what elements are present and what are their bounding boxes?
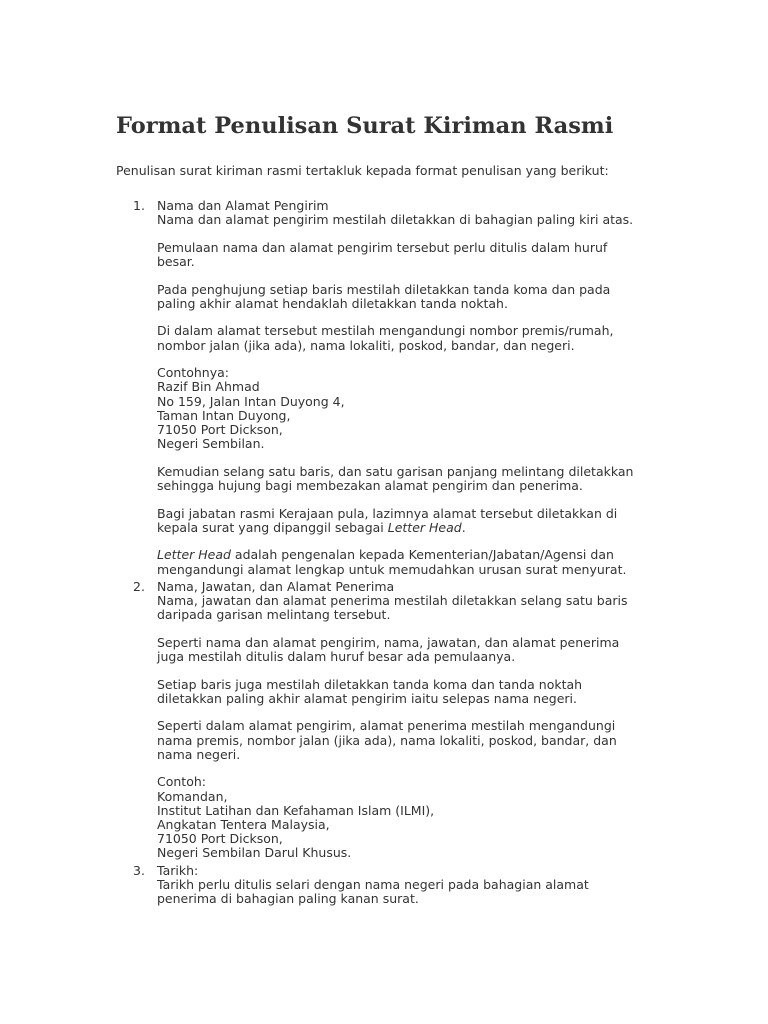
paragraph-line	[157, 548, 677, 562]
text-run: adalah pengenalan kepada Kementerian/Jabatan/Agensi dan	[230, 547, 614, 563]
paragraph-line: nama negeri.	[157, 746, 241, 762]
paragraph-line: Nama dan alamat pengirim mestilah diletakkan di bahagian paling kiri atas.	[157, 212, 634, 228]
example-address-line: Razif Bin Ahmad	[157, 379, 260, 395]
list-item-recipient	[133, 578, 677, 861]
paragraph-line: Seperti dalam alamat pengirim, alamat penerima mestilah mengandungi	[157, 718, 616, 734]
example-label: Contohnya:	[157, 365, 229, 381]
list-item-sender	[133, 198, 677, 577]
example-address-line: No 159, Jalan Intan Duyong 4,	[157, 393, 345, 409]
example-address-line: Angkatan Tentera Malaysia,	[157, 817, 330, 832]
example-address-line: Komandan,	[157, 788, 228, 804]
paragraph-line: Setiap baris juga mestilah diletakkan tanda koma dan tanda noktah	[157, 676, 583, 692]
text-run: .	[461, 519, 466, 535]
paragraph-line: nama premis, nombor jalan (jika ada), nama lokaliti, poskod, bandar, dan	[157, 732, 617, 748]
paragraph-line: daripada garisan melintang tersebut.	[157, 607, 391, 623]
paragraph-line: Nama, jawatan dan alamat penerima mestilah diletakkan selang satu baris	[157, 593, 628, 608]
list-number: 1.	[133, 198, 145, 213]
italic-term: Letter Head	[157, 547, 231, 563]
paragraph-line: mengandungi alamat lengkap untuk memudahkan urusan surat menyurat.	[157, 561, 627, 577]
paragraph-line: besar.	[157, 254, 195, 269]
example-address-line: 71050 Port Dickson,	[157, 422, 283, 437]
item-heading: Tarikh:	[157, 862, 199, 878]
example-address-line: 71050 Port Dickson,	[157, 831, 283, 847]
text-run: kepala surat yang dipanggil sebagai	[157, 519, 388, 535]
example-label: Contoh:	[157, 774, 206, 790]
paragraph-line: Pemulaan nama dan alamat pengirim tersebut perlu ditulis dalam huruf	[157, 239, 608, 255]
example-address-line: Negeri Sembilan Darul Khusus.	[157, 845, 352, 861]
list-number: 3.	[133, 862, 145, 878]
paragraph-line: paling akhir alamat hendaklah diletakkan tanda noktah.	[157, 295, 508, 311]
paragraph-line: diletakkan paling akhir alamat pengirim iaitu selepas nama negeri.	[157, 690, 578, 706]
paragraph-line: Pada penghujung setiap baris mestilah diletakkan tanda koma dan pada	[157, 281, 611, 297]
list-item-date	[133, 862, 677, 907]
item-heading: Nama, Jawatan, dan Alamat Penerima	[157, 578, 395, 594]
paragraph-line: juga mestilah ditulis dalam huruf besar ada pemulaanya.	[157, 649, 516, 664]
paragraph-line	[157, 521, 677, 535]
example-address-line: Taman Intan Duyong,	[157, 407, 291, 423]
example-address-line: Negeri Sembilan.	[157, 436, 265, 452]
paragraph-line: Di dalam alamat tersebut mestilah mengandungi nombor premis/rumah,	[157, 323, 614, 339]
format-list	[133, 198, 677, 907]
paragraph-line: Seperti nama dan alamat pengirim, nama, jawatan, dan alamat penerima	[157, 634, 620, 650]
paragraph-line: nombor jalan (jika ada), nama lokaliti, poskod, bandar, dan negeri.	[157, 337, 575, 353]
paragraph-line: Tarikh perlu ditulis selari dengan nama negeri pada bahagian alamat	[157, 876, 589, 892]
example-address-line: Institut Latihan dan Kefahaman Islam (ILMI),	[157, 802, 435, 818]
item-heading: Nama dan Alamat Pengirim	[157, 198, 329, 213]
italic-term: Letter Head	[387, 519, 462, 535]
paragraph-line: penerima di bahagian paling kanan surat.	[157, 891, 419, 907]
paragraph-line: Kemudian selang satu baris, dan satu garisan panjang melintang diletakkan	[157, 463, 634, 479]
paragraph-line: Bagi jabatan rasmi Kerajaan pula, lazimnya alamat tersebut diletakkan di	[157, 505, 618, 521]
document-title: Format Penulisan Surat Kiriman Rasmi	[116, 113, 614, 139]
list-number: 2.	[133, 578, 145, 594]
paragraph-line: sehingga hujung bagi membezakan alamat pengirim dan penerima.	[157, 478, 583, 493]
intro-paragraph: Penulisan surat kiriman rasmi tertakluk kepada format penulisan yang berikut:	[116, 163, 609, 178]
